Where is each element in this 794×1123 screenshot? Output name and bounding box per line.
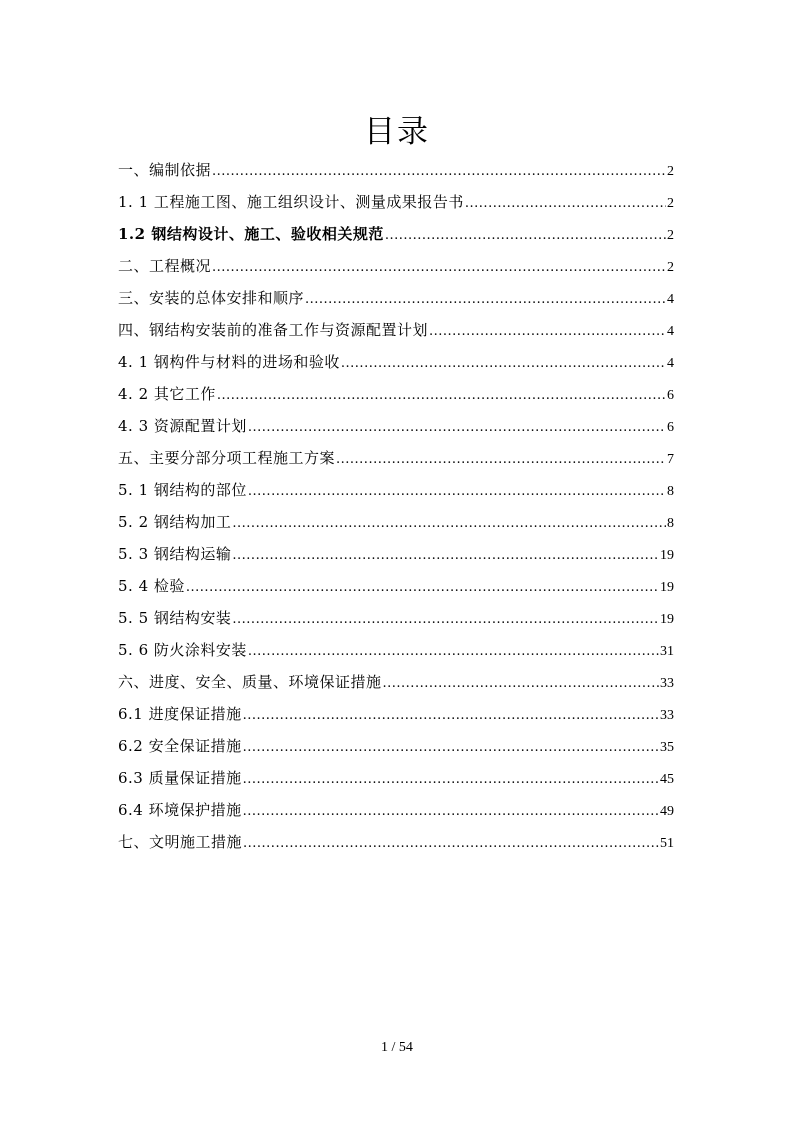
toc-entry[interactable] (118, 442, 674, 474)
toc-entry-page-number: 33 (660, 676, 674, 691)
toc-entry-page-number: 49 (660, 804, 674, 819)
toc-entry-title: 6.4 环境保护措施 (118, 801, 242, 819)
toc-entry-title: 五、主要分部分项工程施工方案 (118, 449, 336, 467)
toc-entry[interactable] (118, 666, 674, 698)
toc-entry-title: 1. 1 工程施工图、施工组织设计、测量成果报告书 (118, 193, 464, 211)
toc-entry-title: 5. 4 检验 (118, 577, 185, 595)
toc-dot-leader (212, 156, 666, 188)
toc-entry-page-number: 6 (667, 420, 674, 435)
toc-dot-leader (243, 764, 659, 796)
toc-entry-title: 6.1 进度保证措施 (118, 705, 242, 723)
toc-entry[interactable] (118, 282, 674, 314)
toc-entry-title: 4. 2 其它工作 (118, 385, 216, 403)
toc-entry-page-number: 33 (660, 708, 674, 723)
toc-entry-page-number: 35 (660, 740, 674, 755)
toc-list (118, 154, 674, 858)
toc-dot-leader (212, 252, 666, 284)
toc-entry[interactable] (118, 378, 674, 410)
toc-entry-page-number: 19 (660, 612, 674, 627)
toc-dot-leader (341, 348, 666, 380)
toc-dot-leader (385, 220, 666, 252)
toc-entry[interactable] (118, 762, 674, 794)
toc-entry-page-number: 31 (660, 644, 674, 659)
toc-entry-title: 四、钢结构安装前的准备工作与资源配置计划 (118, 321, 429, 339)
toc-entry-page-number: 4 (667, 292, 674, 307)
toc-entry-title: 1.2 钢结构设计、施工、验收相关规范 (118, 225, 384, 243)
toc-dot-leader (186, 572, 659, 604)
page-footer-number: 1 / 54 (381, 1040, 413, 1055)
toc-entry[interactable] (118, 730, 674, 762)
toc-entry-page-number: 7 (667, 452, 674, 467)
toc-dot-leader (336, 444, 666, 476)
toc-entry-page-number: 51 (660, 836, 674, 851)
toc-entry-title: 5. 3 钢结构运输 (118, 545, 232, 563)
toc-entry-title: 6.2 安全保证措施 (118, 737, 242, 755)
toc-entry[interactable] (118, 698, 674, 730)
toc-dot-leader (248, 412, 666, 444)
toc-entry[interactable] (118, 154, 674, 186)
toc-entry[interactable] (118, 506, 674, 538)
toc-entry-title: 一、编制依据 (118, 161, 212, 179)
toc-entry[interactable] (118, 826, 674, 858)
toc-entry[interactable] (118, 250, 674, 282)
toc-entry-title: 4. 1 钢构件与材料的进场和验收 (118, 353, 340, 371)
toc-entry-page-number: 4 (667, 356, 674, 371)
toc-entry[interactable] (118, 794, 674, 826)
toc-entry-title: 5. 2 钢结构加工 (118, 513, 232, 531)
toc-entry-page-number: 2 (667, 196, 674, 211)
toc-entry-title: 六、进度、安全、质量、环境保证措施 (118, 673, 382, 691)
toc-dot-leader (217, 380, 666, 412)
toc-entry-title: 4. 3 资源配置计划 (118, 417, 247, 435)
toc-dot-leader (248, 636, 659, 668)
toc-entry[interactable] (118, 346, 674, 378)
toc-dot-leader (243, 828, 659, 860)
toc-dot-leader (243, 732, 659, 764)
toc-entry[interactable] (118, 474, 674, 506)
toc-dot-leader (429, 316, 666, 348)
toc-dot-leader (383, 668, 659, 700)
toc-entry-page-number: 2 (667, 260, 674, 275)
toc-entry-title: 5. 6 防火涂料安装 (118, 641, 247, 659)
toc-entry-page-number: 2 (667, 164, 674, 179)
toc-entry-page-number: 19 (660, 548, 674, 563)
toc-dot-leader (232, 540, 659, 572)
toc-entry[interactable] (118, 602, 674, 634)
toc-dot-leader (243, 796, 659, 828)
toc-entry-page-number: 45 (660, 772, 674, 787)
toc-entry-title: 5. 5 钢结构安装 (118, 609, 232, 627)
toc-entry[interactable] (118, 218, 674, 250)
toc-dot-leader (465, 188, 666, 220)
toc-entry[interactable] (118, 538, 674, 570)
toc-entry[interactable] (118, 634, 674, 666)
toc-entry[interactable] (118, 570, 674, 602)
toc-entry-page-number: 2 (667, 228, 674, 243)
toc-dot-leader (305, 284, 666, 316)
toc-entry-page-number: 4 (667, 324, 674, 339)
toc-entry-title: 七、文明施工措施 (118, 833, 243, 851)
toc-dot-leader (248, 476, 666, 508)
toc-entry[interactable] (118, 410, 674, 442)
toc-entry-page-number: 8 (667, 484, 674, 499)
toc-title: 目录 (364, 114, 430, 150)
toc-entry-page-number: 6 (667, 388, 674, 403)
toc-entry-title: 6.3 质量保证措施 (118, 769, 242, 787)
toc-dot-leader (243, 700, 659, 732)
toc-dot-leader (232, 604, 659, 636)
toc-entry[interactable] (118, 314, 674, 346)
toc-entry-page-number: 8 (667, 516, 674, 531)
toc-entry-title: 5. 1 钢结构的部位 (118, 481, 247, 499)
toc-entry-title: 三、安装的总体安排和顺序 (118, 289, 305, 307)
toc-entry-page-number: 19 (660, 580, 674, 595)
toc-entry-title: 二、工程概况 (118, 257, 212, 275)
toc-dot-leader (232, 508, 666, 540)
toc-entry[interactable] (118, 186, 674, 218)
